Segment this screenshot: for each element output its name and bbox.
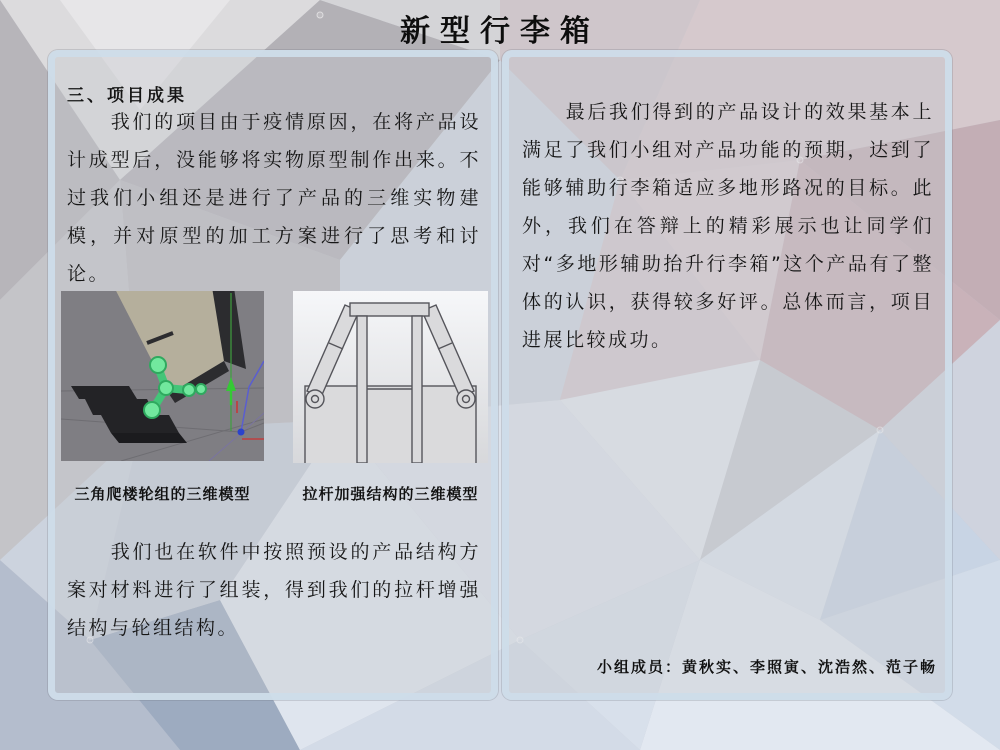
figure-rod-structure <box>293 291 488 504</box>
right-paragraph: 最后我们得到的产品设计的效果基本上满足了我们小组对产品功能的预期，达到了能够辅助行李箱适应多地形路况的目标。此外，我们在答辩上的精彩展示也让同学们对“多地形辅助抬升行李箱”这个产品有了整体的认识，获得较多好评。总体而言，项目进展比较成功。 <box>522 101 934 351</box>
right-panel <box>502 50 952 700</box>
figure-caption-climbing-wheel: 三角爬楼轮组的三维模型 <box>74 485 251 503</box>
team-members-line: 小组成员：黄秋实、李照寅、沈浩然、范子畅 <box>596 658 937 676</box>
left-paragraph-1: 我们的项目由于疫情原因，在将产品设计成型后，没能够将实物原型制作出来。不过我们小组还是进行了产品的三维实物建模，并对原型的加工方案进行了思考和讨论。 <box>67 111 481 285</box>
figure-caption-rod-structure: 拉杆加强结构的三维模型 <box>302 485 479 503</box>
left-paragraph-2: 我们也在软件中按照预设的产品结构方案对材料进行了组装，得到我们的拉杆增强结构与轮组结构。 <box>67 541 481 639</box>
section-heading: 三、项目成果 <box>67 86 187 106</box>
climbing-wheel-3d-model-image <box>61 291 264 461</box>
page-title: 新型行李箱 <box>400 14 600 49</box>
figure-climbing-wheel <box>61 291 264 504</box>
left-panel <box>48 50 498 700</box>
figures-row <box>61 291 488 504</box>
rod-structure-3d-model-image <box>293 291 488 463</box>
